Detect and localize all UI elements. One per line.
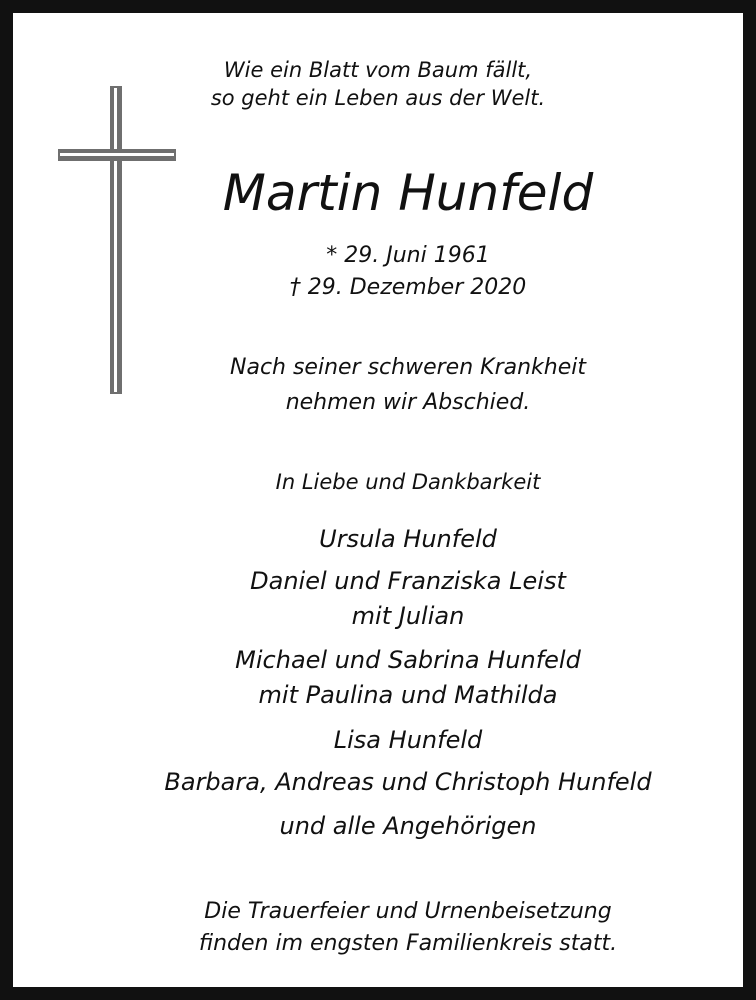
mourner-line: Ursula Hunfeld <box>319 525 497 553</box>
ceremony-line-2: finden im engsten Familienkreis statt. <box>198 931 618 956</box>
deceased-name: Martin Hunfeld <box>222 164 594 222</box>
verse-line-1: Wie ein Blatt vom Baum fällt, <box>223 58 533 82</box>
ceremony-line-1: Die Trauerfeier und Urnenbeisetzung <box>204 899 612 924</box>
verse-line-2: so geht ein Leben aus der Welt. <box>210 86 546 110</box>
mourner-line: Michael und Sabrina Hunfeld <box>235 646 581 674</box>
mourner-line: mit Julian <box>351 602 465 630</box>
mourner-line: und alle Angehörigen <box>279 812 537 840</box>
birth-date: * 29. Juni 1961 <box>326 243 490 268</box>
farewell-message-line-1: Nach seiner schweren Krankheit <box>230 355 586 380</box>
mourner-line: mit Paulina und Mathilda <box>258 681 558 709</box>
farewell-message-line-2: nehmen wir Abschied. <box>285 390 531 415</box>
mourner-line: Daniel und Franziska Leist <box>250 567 566 595</box>
cross-horizontal-highlight <box>60 153 174 156</box>
mourner-line: Lisa Hunfeld <box>333 726 483 754</box>
gratitude-line: In Liebe und Dankbarkeit <box>275 470 541 494</box>
death-date: † 29. Dezember 2020 <box>289 275 527 300</box>
mourner-line: Barbara, Andreas und Christoph Hunfeld <box>164 768 652 796</box>
